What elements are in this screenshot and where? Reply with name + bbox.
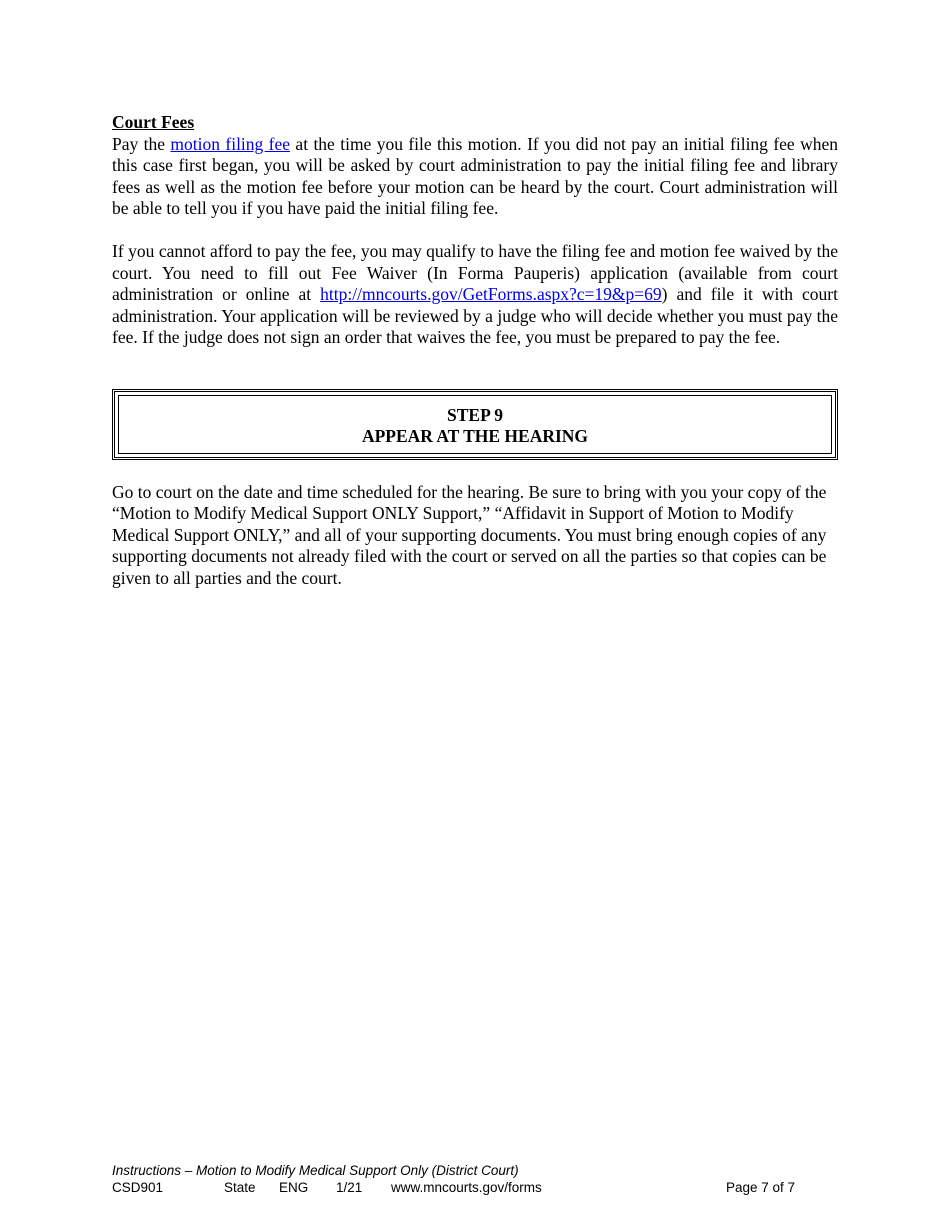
motion-filing-fee-link[interactable]: motion filing fee xyxy=(170,133,291,154)
footer-title: Instructions – Motion to Modify Medical Support Only (District Court) xyxy=(112,1163,519,1178)
page-footer xyxy=(112,1162,838,1196)
paragraph-text: Pay the xyxy=(112,133,171,154)
step-number: STEP 9 xyxy=(447,404,503,425)
court-fees-paragraph-2 xyxy=(112,241,838,349)
step-9-box xyxy=(112,389,838,460)
step-title: APPEAR AT THE HEARING xyxy=(361,426,589,446)
paragraph-text: If you cannot afford to pay the fee, you may qualify to have the filing fee and motion fee waived by the court. You need to fill out Fee Waiver (In Forma Pauperis) application (available from court administration or online at xyxy=(112,241,838,304)
paragraph-text: ) and file it with court administration. Your application will be reviewed by a judge who will decide whether you must pay the fee. If the judge does not sign an order that waives the fee, you must be prepared to pay the fee. xyxy=(112,284,838,347)
footer-page-number: Page 7 of 7 xyxy=(726,1180,796,1195)
footer-jurisdiction: State xyxy=(224,1180,256,1195)
fee-waiver-forms-link[interactable]: http://mncourts.gov/GetForms.aspx?c=19&p=69 xyxy=(320,284,662,304)
footer-language: ENG xyxy=(279,1180,309,1195)
paragraph-text: at the time you file this motion. If you did not pay an initial filing fee when this case first began, you will be asked by court administration to pay the initial filing fee and library fees as well as the motion fee before your motion can be heard by the court. Court administration will be able to tell you if you have paid the initial filing fee. xyxy=(112,133,838,218)
document-body xyxy=(112,112,838,589)
footer-form-code: CSD901 xyxy=(112,1180,164,1195)
step-9-paragraph: Go to court on the date and time scheduled for the hearing. Be sure to bring with you your copy of the “Motion to Modify Medical Support ONLY Support,” “Affidavit in Support of Motion to Modify Medical Support ONLY,” and all of your supporting documents. You must bring enough copies of any supporting documents not already filed with the court or served on all the parties so that copies can be given to all parties and the court. xyxy=(112,481,827,588)
footer-website: www.mncourts.gov/forms xyxy=(391,1180,542,1195)
court-fees-heading: Court Fees xyxy=(112,112,195,132)
court-fees-paragraph-1 xyxy=(112,134,838,220)
footer-revision: 1/21 xyxy=(336,1180,363,1195)
